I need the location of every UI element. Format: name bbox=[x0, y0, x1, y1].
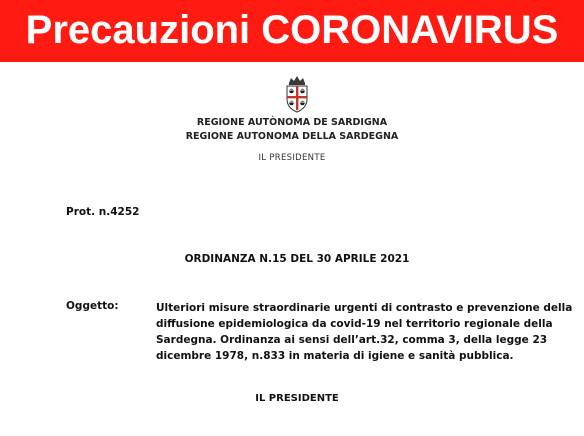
ordinance-title: ORDINANZA N.15 DEL 30 APRILE 2021 bbox=[184, 253, 410, 265]
subject-line: Ulteriori misure straordinarie urgenti di contrasto e prevenzione della bbox=[156, 302, 573, 314]
subject-line: diffusione epidemiologica da covid-19 nel territorio regionale della bbox=[156, 318, 553, 330]
protocol-number: Prot. n.4252 bbox=[66, 206, 140, 218]
region-name-italian: REGIONE AUTONOMA DELLA SARDEGNA bbox=[185, 131, 399, 142]
subject-line: dicembre 1978, n.833 in materia di igiene e sanità pubblica. bbox=[156, 350, 514, 362]
subject-label: Oggetto: bbox=[66, 300, 119, 312]
subject-text bbox=[156, 300, 573, 364]
subject-line: Sardegna. Ordinanza ai sensi dell’art.32, comma 3, della legge 23 bbox=[156, 334, 548, 346]
signatory-heading: IL PRESIDENTE bbox=[255, 393, 339, 404]
sardinia-coat-of-arms-icon bbox=[282, 75, 312, 113]
banner-title: Precauzioni CORONAVIRUS bbox=[25, 8, 559, 52]
office-label: IL PRESIDENTE bbox=[258, 153, 326, 163]
title-banner bbox=[0, 0, 584, 62]
region-name-sardinian: REGIONE AUTÒNOMA DE SARDIGNA bbox=[196, 117, 388, 128]
